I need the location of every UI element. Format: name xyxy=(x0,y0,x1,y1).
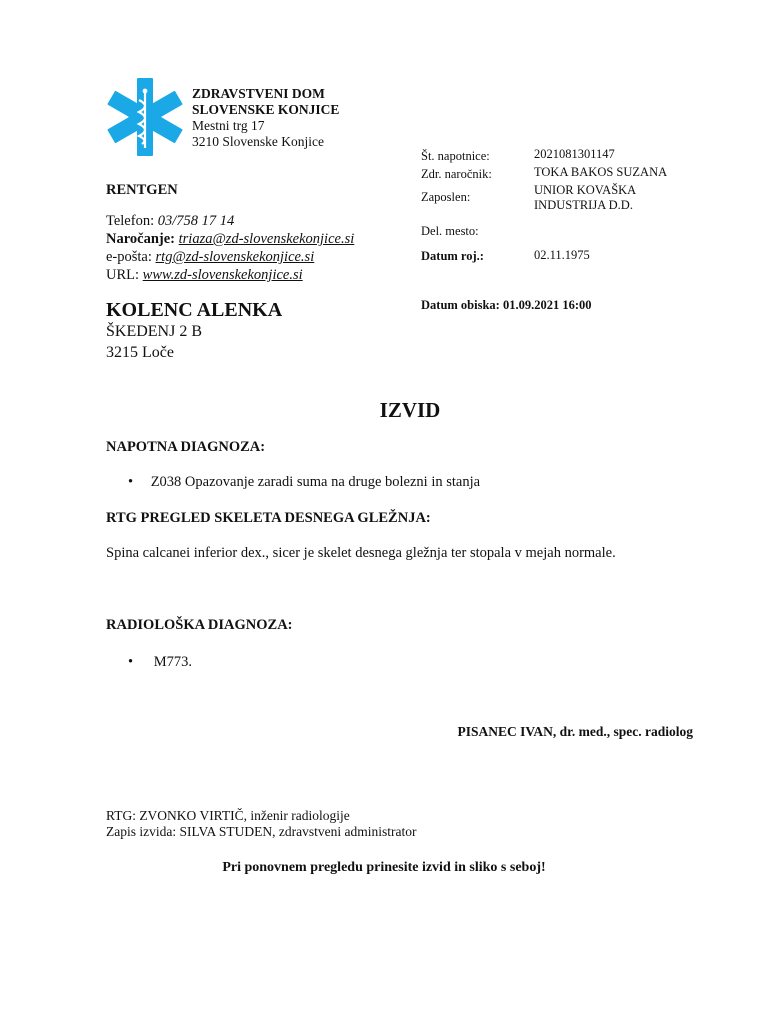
physician-label: Zdr. naročnik: xyxy=(421,167,492,181)
url-label: URL: xyxy=(106,267,143,283)
patient-name: KOLENC ALENKA xyxy=(106,299,283,321)
dob-label: Datum roj.: xyxy=(421,249,484,263)
referral-diagnosis-item: Z038 Opazovanje zaradi suma na druge bolezni in stanja xyxy=(150,474,481,490)
website-link[interactable]: www.zd-slovenskekonjice.si xyxy=(142,267,303,283)
bullet-icon: • xyxy=(128,474,134,490)
exam-heading: RTG PREGLED SKELETA DESNEGA GLEŽNJA: xyxy=(106,510,431,526)
document-title: IZVID xyxy=(379,398,441,422)
booking-label: Naročanje: xyxy=(106,231,175,247)
dob-value: 02.11.1975 xyxy=(534,248,590,262)
organization-name-line2: SLOVENSKE KONJICE xyxy=(192,102,340,117)
employer-label: Zaposlen: xyxy=(421,190,471,204)
rtg-technician: RTG: ZVONKO VIRTIČ, inženir radiologije xyxy=(106,808,350,823)
radiologist-signature: PISANEC IVAN, dr. med., spec. radiolog xyxy=(457,724,693,739)
staff-block xyxy=(106,808,416,840)
organization-city: 3210 Slovenske Konjice xyxy=(192,134,324,149)
radiology-diagnosis-heading: RADIOLOŠKA DIAGNOZA: xyxy=(106,617,293,633)
list-item xyxy=(128,654,192,671)
patient-address xyxy=(106,321,202,363)
record-clerk: Zapis izvida: SILVA STUDEN, zdravstveni administrator xyxy=(106,824,417,839)
visit-date xyxy=(421,298,592,313)
footer-note: Pri ponovnem pregledu prinesite izvid in sliko s seboj! xyxy=(222,860,546,875)
phone-number: 03/758 17 14 xyxy=(157,213,235,229)
email-link[interactable]: rtg@zd-slovenskekonjice.si xyxy=(155,249,315,265)
referral-diagnosis-heading: NAPOTNA DIAGNOZA: xyxy=(106,439,266,455)
visit-label: Datum obiska: xyxy=(421,298,500,312)
organization-name-line1: ZDRAVSTVENI DOM xyxy=(192,86,325,101)
referral-meta xyxy=(0,0,768,300)
physician-name: TOKA BAKOS SUZANA xyxy=(534,165,668,179)
list-item xyxy=(128,474,480,491)
employer-name: UNIOR KOVAŠKA INDUSTRIJA D.D. xyxy=(534,183,636,212)
radiology-diagnosis-item: M773. xyxy=(153,654,192,670)
email-label: e-pošta: xyxy=(106,249,156,265)
visit-value: 01.09.2021 16:00 xyxy=(502,298,592,312)
exam-finding: Spina calcanei inferior dex., sicer je skelet desnega gležnja ter stopala v mejah normale. xyxy=(106,545,616,561)
bullet-icon: • xyxy=(128,654,134,670)
workplace-label: Del. mesto: xyxy=(421,224,479,238)
department-title: RENTGEN xyxy=(106,182,178,198)
phone-label: Telefon: xyxy=(106,213,158,229)
patient-city: 3215 Loče xyxy=(106,344,174,361)
organization-street: Mestni trg 17 xyxy=(192,118,265,133)
referral-number-label: Št. napotnice: xyxy=(421,149,490,163)
patient-street: ŠKEDENJ 2 B xyxy=(106,323,203,340)
booking-email-link[interactable]: triaza@zd-slovenskekonjice.si xyxy=(178,231,355,247)
referral-number: 2021081301147 xyxy=(534,147,615,161)
